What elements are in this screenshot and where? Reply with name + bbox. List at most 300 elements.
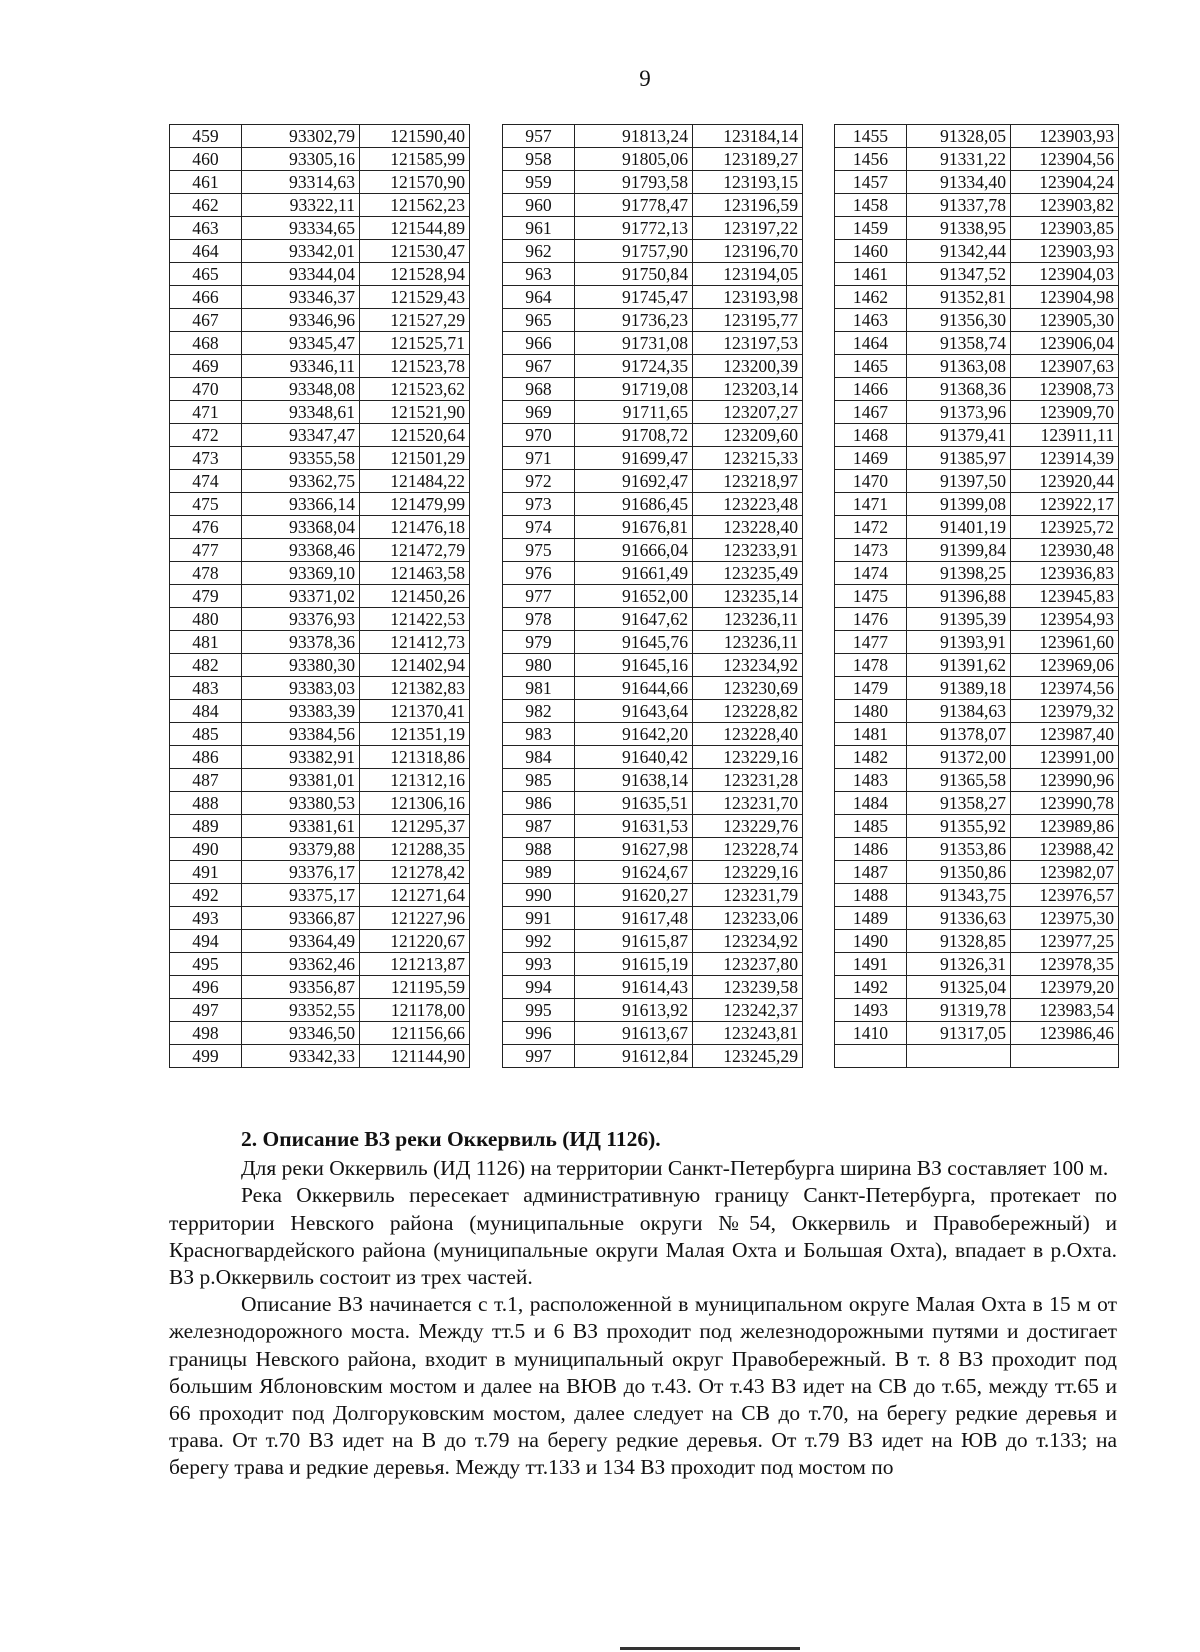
table-row (503, 1022, 803, 1045)
y-coordinate-cell: 123930,48 (1011, 539, 1119, 562)
point-number-cell: 1476 (835, 608, 907, 631)
x-coordinate-cell: 91368,36 (907, 378, 1011, 401)
table-row (170, 700, 470, 723)
y-coordinate-cell: 121529,43 (360, 286, 470, 309)
point-number-cell: 490 (170, 838, 242, 861)
table-row (503, 976, 803, 999)
table-row (503, 700, 803, 723)
table-row (503, 815, 803, 838)
table-row (170, 401, 470, 424)
table-row (835, 631, 1119, 654)
x-coordinate-cell: 91711,65 (575, 401, 693, 424)
x-coordinate-cell: 91337,78 (907, 194, 1011, 217)
point-number-cell: 984 (503, 746, 575, 769)
x-coordinate-cell: 91615,87 (575, 930, 693, 953)
table-row (503, 332, 803, 355)
table-row (170, 976, 470, 999)
point-number-cell: 1477 (835, 631, 907, 654)
x-coordinate-cell: 91365,58 (907, 769, 1011, 792)
y-coordinate-cell: 123236,11 (693, 631, 803, 654)
point-number-cell: 983 (503, 723, 575, 746)
x-coordinate-cell: 91750,84 (575, 263, 693, 286)
y-coordinate-cell: 123988,42 (1011, 838, 1119, 861)
y-coordinate-cell: 123906,04 (1011, 332, 1119, 355)
point-number-cell: 489 (170, 815, 242, 838)
y-coordinate-cell: 121278,42 (360, 861, 470, 884)
point-number-cell: 464 (170, 240, 242, 263)
page-number: 9 (639, 66, 651, 91)
x-coordinate-cell: 91719,08 (575, 378, 693, 401)
y-coordinate-cell: 121306,16 (360, 792, 470, 815)
x-coordinate-cell: 91378,07 (907, 723, 1011, 746)
point-number-cell: 472 (170, 424, 242, 447)
x-coordinate-cell: 91389,18 (907, 677, 1011, 700)
y-coordinate-cell: 123233,06 (693, 907, 803, 930)
y-coordinate-cell: 121463,58 (360, 562, 470, 585)
x-coordinate-cell: 93380,30 (242, 654, 360, 677)
table-row (170, 424, 470, 447)
x-coordinate-cell: 91325,04 (907, 976, 1011, 999)
y-coordinate-cell: 121527,29 (360, 309, 470, 332)
point-number-cell: 1474 (835, 562, 907, 585)
x-coordinate-cell: 91615,19 (575, 953, 693, 976)
table-row (835, 884, 1119, 907)
x-coordinate-cell: 93348,61 (242, 401, 360, 424)
y-coordinate-cell: 121422,53 (360, 608, 470, 631)
y-coordinate-cell: 123907,63 (1011, 355, 1119, 378)
table-row (170, 585, 470, 608)
table-row (170, 769, 470, 792)
table-row (503, 217, 803, 240)
point-number-cell: 992 (503, 930, 575, 953)
point-number-cell: 1464 (835, 332, 907, 355)
x-coordinate-cell: 91645,16 (575, 654, 693, 677)
y-coordinate-cell: 121472,79 (360, 539, 470, 562)
y-coordinate-cell: 123231,79 (693, 884, 803, 907)
y-coordinate-cell: 123904,03 (1011, 263, 1119, 286)
table-row (503, 631, 803, 654)
table-row (835, 309, 1119, 332)
table-row (835, 1045, 1119, 1068)
x-coordinate-cell: 93371,02 (242, 585, 360, 608)
point-number-cell: 964 (503, 286, 575, 309)
y-coordinate-cell: 123189,27 (693, 148, 803, 171)
y-coordinate-cell: 121412,73 (360, 631, 470, 654)
table-row (503, 953, 803, 976)
x-coordinate-cell: 91708,72 (575, 424, 693, 447)
y-coordinate-cell: 123909,70 (1011, 401, 1119, 424)
point-number-cell: 466 (170, 286, 242, 309)
y-coordinate-cell: 121295,37 (360, 815, 470, 838)
point-number-cell: 1469 (835, 447, 907, 470)
point-number-cell: 977 (503, 585, 575, 608)
y-coordinate-cell: 123991,00 (1011, 746, 1119, 769)
x-coordinate-cell: 93344,04 (242, 263, 360, 286)
y-coordinate-cell: 123990,78 (1011, 792, 1119, 815)
x-coordinate-cell: 91379,41 (907, 424, 1011, 447)
x-coordinate-cell (907, 1045, 1011, 1068)
x-coordinate-cell: 91338,95 (907, 217, 1011, 240)
x-coordinate-cell: 93347,47 (242, 424, 360, 447)
table-row (503, 378, 803, 401)
table-row (503, 401, 803, 424)
point-number-cell: 1486 (835, 838, 907, 861)
point-number-cell: 965 (503, 309, 575, 332)
table-row (170, 999, 470, 1022)
x-coordinate-cell: 93346,11 (242, 355, 360, 378)
x-coordinate-cell: 91347,52 (907, 263, 1011, 286)
y-coordinate-cell: 121476,18 (360, 516, 470, 539)
point-number-cell: 971 (503, 447, 575, 470)
table-row (503, 148, 803, 171)
y-coordinate-cell: 123184,14 (693, 125, 803, 148)
y-coordinate-cell: 123987,40 (1011, 723, 1119, 746)
x-coordinate-cell: 93366,87 (242, 907, 360, 930)
point-number-cell: 497 (170, 999, 242, 1022)
y-coordinate-cell: 123925,72 (1011, 516, 1119, 539)
point-number-cell: 488 (170, 792, 242, 815)
table-row (503, 746, 803, 769)
table-row (503, 125, 803, 148)
table-row (503, 999, 803, 1022)
x-coordinate-cell: 93342,01 (242, 240, 360, 263)
y-coordinate-cell: 121525,71 (360, 332, 470, 355)
y-coordinate-cell: 121528,94 (360, 263, 470, 286)
y-coordinate-cell: 123234,92 (693, 930, 803, 953)
table-row (503, 516, 803, 539)
point-number-cell: 480 (170, 608, 242, 631)
table-row (170, 953, 470, 976)
x-coordinate-cell: 91642,20 (575, 723, 693, 746)
table-row (835, 332, 1119, 355)
point-number-cell: 995 (503, 999, 575, 1022)
table-row (835, 447, 1119, 470)
point-number-cell: 1479 (835, 677, 907, 700)
point-number-cell: 471 (170, 401, 242, 424)
x-coordinate-cell: 91353,86 (907, 838, 1011, 861)
table-row (835, 769, 1119, 792)
point-number-cell: 1459 (835, 217, 907, 240)
x-coordinate-cell: 91647,62 (575, 608, 693, 631)
x-coordinate-cell: 91328,85 (907, 930, 1011, 953)
point-number-cell: 459 (170, 125, 242, 148)
point-number-cell: 486 (170, 746, 242, 769)
paragraph-width: Для реки Оккервиль (ИД 1126) на территории Санкт-Петербурга ширина ВЗ составляет 100 м. (241, 1156, 1109, 1181)
x-coordinate-cell: 91640,42 (575, 746, 693, 769)
y-coordinate-cell: 123197,22 (693, 217, 803, 240)
point-number-cell: 997 (503, 1045, 575, 1068)
table-row (835, 194, 1119, 217)
x-coordinate-cell: 91395,39 (907, 608, 1011, 631)
y-coordinate-cell: 123239,58 (693, 976, 803, 999)
x-coordinate-cell: 91384,63 (907, 700, 1011, 723)
x-coordinate-cell: 93369,10 (242, 562, 360, 585)
x-coordinate-cell: 91676,81 (575, 516, 693, 539)
y-coordinate-cell: 121585,99 (360, 148, 470, 171)
table-row (170, 884, 470, 907)
x-coordinate-cell: 91778,47 (575, 194, 693, 217)
table-row (503, 884, 803, 907)
x-coordinate-cell: 93381,01 (242, 769, 360, 792)
point-number-cell: 484 (170, 700, 242, 723)
y-coordinate-cell: 121271,64 (360, 884, 470, 907)
x-coordinate-cell: 93368,04 (242, 516, 360, 539)
point-number-cell: 959 (503, 171, 575, 194)
paragraph-description: Описание ВЗ начинается с т.1, расположенной в муниципальном округе Малая Охта в 15 м от железнодорожного моста. Между тт.5 и 6 ВЗ проходит под железнодорожными путями и достигает границы Невского района, входит в муниципальный округ Правобережный. В т. 8 ВЗ проходит под большим Яблоновским мостом и далее на ВЮВ до т.43. От т.43 ВЗ идет на СВ до т.65, между тт.65 и 66 проходит под Долгоруковским мостом, далее следует на СВ до т.70, на берегу редкие деревья и трава. От т.70 ВЗ идет на В до т.79 на берегу редкие деревья. От т.79 ВЗ идет на ЮВ до т.133; на берегу трава и редкие деревья. Между тт.133 и 134 ВЗ проходит под мостом по (169, 1292, 1117, 1480)
point-number-cell: 1488 (835, 884, 907, 907)
y-coordinate-cell: 123235,14 (693, 585, 803, 608)
x-coordinate-cell: 91355,92 (907, 815, 1011, 838)
x-coordinate-cell: 91613,92 (575, 999, 693, 1022)
y-coordinate-cell: 123235,49 (693, 562, 803, 585)
x-coordinate-cell: 91631,53 (575, 815, 693, 838)
table-row (170, 631, 470, 654)
table-row (170, 263, 470, 286)
point-number-cell: 475 (170, 493, 242, 516)
y-coordinate-cell: 121523,62 (360, 378, 470, 401)
point-number-cell: 1467 (835, 401, 907, 424)
x-coordinate-cell: 91393,91 (907, 631, 1011, 654)
y-coordinate-cell: 123914,39 (1011, 447, 1119, 470)
point-number-cell: 1465 (835, 355, 907, 378)
point-number-cell: 966 (503, 332, 575, 355)
y-coordinate-cell: 121562,23 (360, 194, 470, 217)
coordinates-table-3 (834, 124, 1119, 1068)
table-row (170, 171, 470, 194)
point-number-cell: 476 (170, 516, 242, 539)
x-coordinate-cell: 91627,98 (575, 838, 693, 861)
y-coordinate-cell: 123196,70 (693, 240, 803, 263)
table-row (170, 861, 470, 884)
table-row (835, 263, 1119, 286)
y-coordinate-cell: 123231,70 (693, 792, 803, 815)
table-row (835, 493, 1119, 516)
table-row (503, 263, 803, 286)
table-row (835, 723, 1119, 746)
x-coordinate-cell: 91358,27 (907, 792, 1011, 815)
point-number-cell: 960 (503, 194, 575, 217)
y-coordinate-cell: 123223,48 (693, 493, 803, 516)
x-coordinate-cell: 91396,88 (907, 585, 1011, 608)
point-number-cell: 470 (170, 378, 242, 401)
table-row (170, 286, 470, 309)
y-coordinate-cell: 121501,29 (360, 447, 470, 470)
y-coordinate-cell: 123903,82 (1011, 194, 1119, 217)
paragraph-route: Река Оккервиль пересекает административную границу Санкт-Петербурга, протекает по территории Невского района (муниципальные округи №54, Оккервиль и Правобережный) и Красногвардейского района (муниципальные округи Малая Охта и Большая Охта), впадает в р.Охта. ВЗ р.Оккервиль состоит из трех частей. (169, 1183, 1117, 1290)
table-row (835, 286, 1119, 309)
point-number-cell: 973 (503, 493, 575, 516)
table-row (835, 539, 1119, 562)
x-coordinate-cell: 91699,47 (575, 447, 693, 470)
point-number-cell: 481 (170, 631, 242, 654)
table-row (503, 654, 803, 677)
y-coordinate-cell: 121402,94 (360, 654, 470, 677)
table-row (835, 700, 1119, 723)
point-number-cell: 485 (170, 723, 242, 746)
y-coordinate-cell: 121288,35 (360, 838, 470, 861)
point-number-cell: 974 (503, 516, 575, 539)
point-number-cell: 478 (170, 562, 242, 585)
x-coordinate-cell: 93376,93 (242, 608, 360, 631)
table-row (835, 792, 1119, 815)
point-number-cell: 1456 (835, 148, 907, 171)
y-coordinate-cell (1011, 1045, 1119, 1068)
table-row (503, 470, 803, 493)
x-coordinate-cell: 91772,13 (575, 217, 693, 240)
y-coordinate-cell: 123983,54 (1011, 999, 1119, 1022)
y-coordinate-cell: 123908,73 (1011, 378, 1119, 401)
table-row (170, 792, 470, 815)
y-coordinate-cell: 123218,97 (693, 470, 803, 493)
point-number-cell: 1458 (835, 194, 907, 217)
point-number-cell: 491 (170, 861, 242, 884)
table-row (170, 194, 470, 217)
y-coordinate-cell: 123979,32 (1011, 700, 1119, 723)
table-row (503, 240, 803, 263)
coordinates-table-2 (502, 124, 803, 1068)
table-row (835, 746, 1119, 769)
point-number-cell: 963 (503, 263, 575, 286)
x-coordinate-cell: 91620,27 (575, 884, 693, 907)
point-number-cell: 962 (503, 240, 575, 263)
table-row (170, 723, 470, 746)
table-row (835, 838, 1119, 861)
x-coordinate-cell: 91331,22 (907, 148, 1011, 171)
table-row (835, 585, 1119, 608)
x-coordinate-cell: 91635,51 (575, 792, 693, 815)
table-row (835, 930, 1119, 953)
point-number-cell: 473 (170, 447, 242, 470)
table-row (835, 861, 1119, 884)
x-coordinate-cell: 91731,08 (575, 332, 693, 355)
y-coordinate-cell: 123904,24 (1011, 171, 1119, 194)
y-coordinate-cell: 123911,11 (1011, 424, 1119, 447)
table-row (835, 953, 1119, 976)
table-row (503, 723, 803, 746)
point-number-cell: 1485 (835, 815, 907, 838)
y-coordinate-cell: 123203,14 (693, 378, 803, 401)
table-row (835, 976, 1119, 999)
table-row (835, 608, 1119, 631)
point-number-cell: 493 (170, 907, 242, 930)
x-coordinate-cell: 91398,25 (907, 562, 1011, 585)
y-coordinate-cell: 121370,41 (360, 700, 470, 723)
table-row (835, 999, 1119, 1022)
point-number-cell: 465 (170, 263, 242, 286)
point-number-cell: 969 (503, 401, 575, 424)
footer-rule (620, 1647, 800, 1650)
y-coordinate-cell: 123194,05 (693, 263, 803, 286)
point-number-cell: 1490 (835, 930, 907, 953)
point-number-cell: 487 (170, 769, 242, 792)
y-coordinate-cell: 121195,59 (360, 976, 470, 999)
table-row (503, 562, 803, 585)
table-row (170, 125, 470, 148)
y-coordinate-cell: 123920,44 (1011, 470, 1119, 493)
point-number-cell: 986 (503, 792, 575, 815)
x-coordinate-cell: 93346,37 (242, 286, 360, 309)
y-coordinate-cell: 123207,27 (693, 401, 803, 424)
point-number-cell: 979 (503, 631, 575, 654)
x-coordinate-cell: 93383,39 (242, 700, 360, 723)
point-number-cell: 967 (503, 355, 575, 378)
y-coordinate-cell: 121144,90 (360, 1045, 470, 1068)
point-number-cell: 1455 (835, 125, 907, 148)
x-coordinate-cell: 93383,03 (242, 677, 360, 700)
table-row (503, 424, 803, 447)
point-number-cell: 462 (170, 194, 242, 217)
point-number-cell: 1463 (835, 309, 907, 332)
table-row (170, 677, 470, 700)
x-coordinate-cell: 91317,05 (907, 1022, 1011, 1045)
point-number-cell: 994 (503, 976, 575, 999)
table-row (503, 1045, 803, 1068)
table-row (170, 815, 470, 838)
point-number-cell: 1478 (835, 654, 907, 677)
table-row (503, 792, 803, 815)
table-row (170, 746, 470, 769)
x-coordinate-cell: 91356,30 (907, 309, 1011, 332)
x-coordinate-cell: 91399,08 (907, 493, 1011, 516)
x-coordinate-cell: 91399,84 (907, 539, 1011, 562)
y-coordinate-cell: 123903,93 (1011, 240, 1119, 263)
y-coordinate-cell: 121220,67 (360, 930, 470, 953)
point-number-cell: 1470 (835, 470, 907, 493)
table-row (503, 677, 803, 700)
point-number-cell: 474 (170, 470, 242, 493)
table-row (835, 125, 1119, 148)
y-coordinate-cell: 123904,56 (1011, 148, 1119, 171)
x-coordinate-cell: 91614,43 (575, 976, 693, 999)
x-coordinate-cell: 91343,75 (907, 884, 1011, 907)
x-coordinate-cell: 93376,17 (242, 861, 360, 884)
table-row (170, 493, 470, 516)
table-row (170, 907, 470, 930)
x-coordinate-cell: 91328,05 (907, 125, 1011, 148)
x-coordinate-cell: 91397,50 (907, 470, 1011, 493)
point-number-cell: 477 (170, 539, 242, 562)
x-coordinate-cell: 93382,91 (242, 746, 360, 769)
point-number-cell: 1468 (835, 424, 907, 447)
x-coordinate-cell: 91745,47 (575, 286, 693, 309)
point-number-cell: 1483 (835, 769, 907, 792)
point-number-cell: 467 (170, 309, 242, 332)
table-row (170, 838, 470, 861)
x-coordinate-cell: 93379,88 (242, 838, 360, 861)
table-row (503, 838, 803, 861)
x-coordinate-cell: 91645,76 (575, 631, 693, 654)
x-coordinate-cell: 91326,31 (907, 953, 1011, 976)
y-coordinate-cell: 123195,77 (693, 309, 803, 332)
point-number-cell: 1461 (835, 263, 907, 286)
table-row (835, 470, 1119, 493)
point-number-cell: 978 (503, 608, 575, 631)
point-number-cell: 961 (503, 217, 575, 240)
y-coordinate-cell: 123236,11 (693, 608, 803, 631)
x-coordinate-cell: 91757,90 (575, 240, 693, 263)
table-row (835, 654, 1119, 677)
table-row (835, 148, 1119, 171)
y-coordinate-cell: 123243,81 (693, 1022, 803, 1045)
y-coordinate-cell: 123228,40 (693, 516, 803, 539)
y-coordinate-cell: 123936,83 (1011, 562, 1119, 585)
point-number-cell: 1487 (835, 861, 907, 884)
point-number-cell: 1466 (835, 378, 907, 401)
x-coordinate-cell: 93364,49 (242, 930, 360, 953)
y-coordinate-cell: 123197,53 (693, 332, 803, 355)
point-number-cell: 957 (503, 125, 575, 148)
x-coordinate-cell: 91666,04 (575, 539, 693, 562)
